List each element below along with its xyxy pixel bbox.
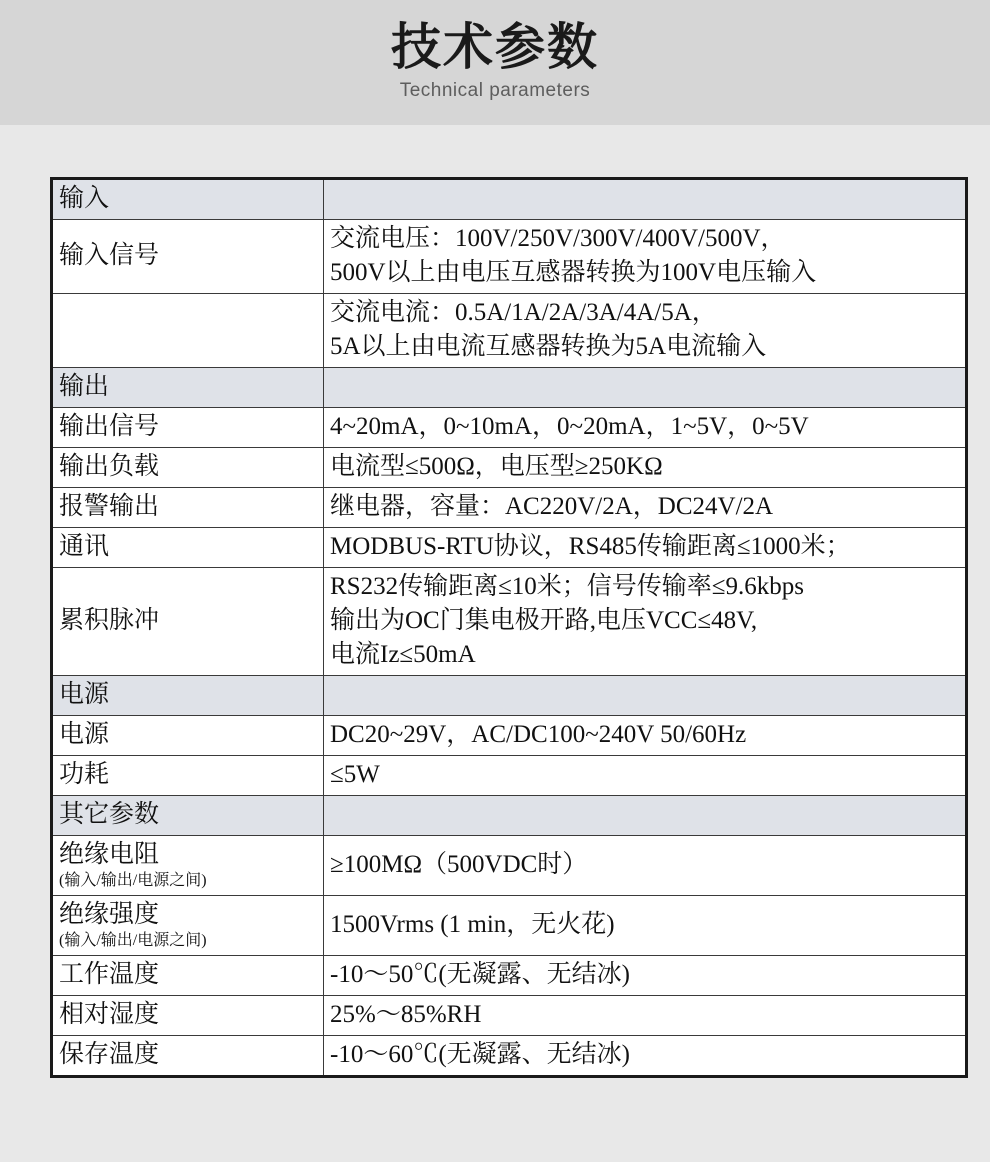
table-body [52, 179, 967, 1077]
spec-label-text: 其它参数 [59, 801, 160, 828]
spec-label-cell [52, 836, 324, 896]
table-row [52, 448, 967, 488]
spec-label-note: (输入/输出/电源之间) [59, 872, 207, 889]
spec-label-cell [52, 220, 324, 294]
page-header [0, 0, 990, 125]
spec-label-text: 报警输出 [59, 493, 160, 520]
table-row [52, 408, 967, 448]
table-row [52, 836, 967, 896]
spec-value-cell [324, 220, 967, 294]
spec-label-cell [52, 996, 324, 1036]
table-row [52, 568, 967, 676]
spec-value-cell [324, 956, 967, 996]
table-row [52, 488, 967, 528]
spec-value-line: ≥100MΩ（500VDC时） [330, 851, 588, 878]
spec-value-line: 输出为OC门集电极开路,电压VCC≤48V, [330, 607, 758, 634]
spec-label-text: 绝缘电阻 [59, 841, 160, 868]
table-row [52, 896, 967, 956]
spec-label-text: 输出信号 [59, 413, 160, 440]
spec-value-line: 5A以上由电流互感器转换为5A电流输入 [330, 333, 767, 360]
spec-label-text: 输出负载 [59, 453, 160, 480]
spec-label-cell [52, 568, 324, 676]
table-row [52, 1036, 967, 1077]
spec-value-line: 电流型≤500Ω，电压型≥250KΩ [330, 453, 663, 480]
spec-label-text: 保存温度 [59, 1041, 160, 1068]
spec-value-cell [324, 488, 967, 528]
spec-value-cell [324, 294, 967, 368]
spec-value-cell [324, 448, 967, 488]
table-row [52, 179, 967, 220]
spec-label-cell [52, 676, 324, 716]
table-row [52, 956, 967, 996]
spec-label-text: 工作温度 [59, 961, 160, 988]
spec-table-container [0, 125, 990, 1078]
page-subtitle: Technical parameters [399, 80, 591, 101]
spec-value-cell [324, 756, 967, 796]
spec-label-text: 电源 [59, 721, 110, 748]
table-row [52, 676, 967, 716]
spec-value-cell [324, 408, 967, 448]
spec-value-line: DC20~29V，AC/DC100~240V 50/60Hz [330, 721, 747, 748]
spec-label-cell [52, 448, 324, 488]
table-row [52, 756, 967, 796]
table-row [52, 528, 967, 568]
spec-label-cell [52, 294, 324, 368]
spec-label-cell [52, 896, 324, 956]
spec-label-text: 功耗 [59, 761, 110, 788]
spec-value-cell [324, 568, 967, 676]
spec-label-text: 输入信号 [59, 242, 160, 269]
table-row [52, 716, 967, 756]
spec-value-cell [324, 896, 967, 956]
spec-label-text: 通讯 [59, 533, 110, 560]
spec-value-line: 25%～85%RH [330, 1001, 482, 1028]
spec-value-cell [324, 1036, 967, 1077]
spec-label-cell [52, 796, 324, 836]
spec-value-line: 500V以上由电压互感器转换为100V电压输入 [330, 259, 817, 286]
spec-value-line: ≤5W [330, 761, 380, 788]
spec-label-text: 输入 [59, 185, 110, 212]
table-row [52, 796, 967, 836]
spec-label-cell [52, 488, 324, 528]
technical-parameters-table [50, 177, 968, 1078]
spec-label-cell [52, 956, 324, 996]
table-row [52, 996, 967, 1036]
spec-value-cell [324, 676, 967, 716]
table-row [52, 294, 967, 368]
spec-label-note: (输入/输出/电源之间) [59, 932, 207, 949]
spec-value-line: MODBUS-RTU协议，RS485传输距离≤1000米； [330, 533, 851, 560]
spec-value-cell [324, 368, 967, 408]
table-row [52, 220, 967, 294]
spec-value-cell [324, 528, 967, 568]
spec-value-line: 交流电流：0.5A/1A/2A/3A/4A/5A， [330, 299, 717, 326]
spec-value-line: 4~20mA，0~10mA，0~20mA，1~5V，0~5V [330, 413, 809, 440]
spec-value-line: 交流电压：100V/250V/300V/400V/500V， [330, 225, 786, 252]
spec-value-line: RS232传输距离≤10米；信号传输率≤9.6kbps [330, 573, 805, 600]
spec-value-cell [324, 836, 967, 896]
spec-value-cell [324, 179, 967, 220]
page-title: 技术参数 [391, 19, 599, 75]
spec-value-cell [324, 996, 967, 1036]
spec-value-line: -10～50℃(无凝露、无结冰) [330, 961, 630, 988]
spec-label-cell [52, 179, 324, 220]
spec-label-text: 输出 [59, 373, 110, 400]
spec-label-text: 绝缘强度 [59, 901, 160, 928]
spec-label-cell [52, 408, 324, 448]
spec-value-line: 继电器，容量：AC220V/2A，DC24V/2A [330, 493, 774, 520]
spec-value-cell [324, 716, 967, 756]
spec-label-cell [52, 756, 324, 796]
spec-label-cell [52, 1036, 324, 1077]
spec-label-text: 累积脉冲 [59, 607, 160, 634]
table-row [52, 368, 967, 408]
spec-label-cell [52, 716, 324, 756]
spec-value-line: -10～60℃(无凝露、无结冰) [330, 1041, 630, 1068]
spec-value-line: 电流Iz≤50mA [330, 641, 476, 668]
spec-label-cell [52, 368, 324, 408]
spec-label-text: 相对湿度 [59, 1001, 160, 1028]
spec-value-line: 1500Vrms (1 min，无火花) [330, 911, 615, 938]
spec-label-text: 电源 [59, 681, 110, 708]
spec-label-cell [52, 528, 324, 568]
spec-value-cell [324, 796, 967, 836]
